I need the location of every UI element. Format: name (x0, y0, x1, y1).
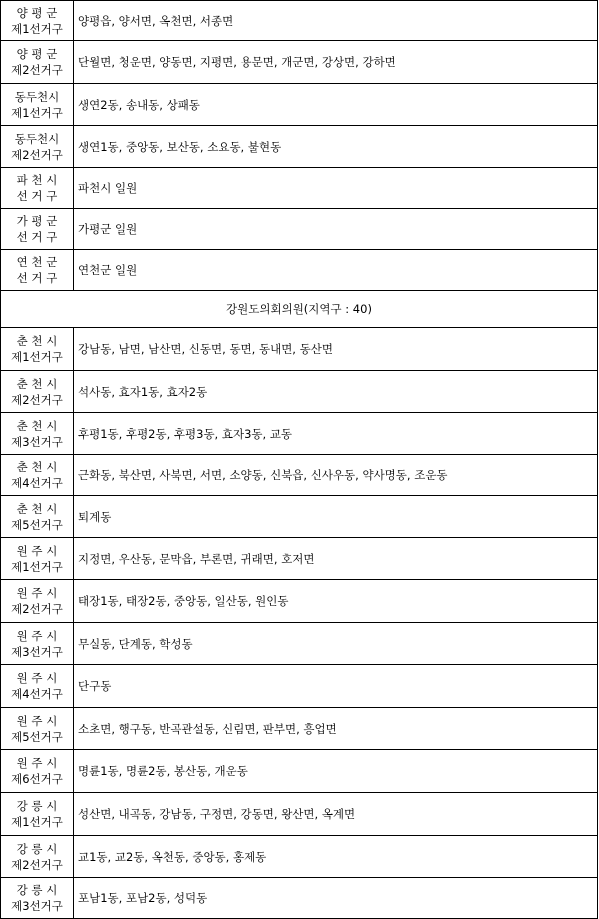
district-areas: 후평1동, 후평2동, 후평3동, 효자3동, 교동 (74, 413, 598, 455)
district-name-line2: 제2선거구 (11, 392, 63, 407)
district-name-cell (1, 750, 74, 793)
table-row (1, 413, 598, 455)
district-areas: 지정면, 우산동, 문막읍, 부론면, 귀래면, 호저면 (74, 538, 598, 580)
district-name-line1: 강 릉 시 (16, 883, 58, 897)
district-areas: 생연2동, 송내동, 상패동 (74, 84, 598, 126)
district-name-line2: 제5선거구 (11, 729, 63, 744)
district-name-line2: 선 거 구 (16, 189, 58, 203)
district-name-cell (1, 209, 74, 250)
district-name-line1: 원 주 시 (16, 756, 58, 770)
district-name-line2: 제5선거구 (11, 517, 63, 532)
district-name-line1: 원 주 시 (16, 671, 58, 685)
district-name-line2: 제3선거구 (11, 434, 63, 449)
district-areas: 소초면, 행구동, 반곡관설동, 신림면, 판부면, 흥업면 (74, 708, 598, 750)
table-row (1, 750, 598, 793)
table-row (1, 580, 598, 623)
table-row (1, 84, 598, 126)
district-areas: 무실동, 단계동, 학성동 (74, 623, 598, 665)
district-name-cell (1, 1, 74, 41)
district-name-line2: 제3선거구 (11, 899, 63, 913)
district-name-cell (1, 580, 74, 623)
district-name-line1: 원 주 시 (16, 628, 58, 643)
district-name-line1: 연 천 군 (16, 255, 58, 269)
district-name-line1: 춘 천 시 (16, 376, 58, 391)
district-name-line2: 제1선거구 (11, 815, 63, 829)
table-row (1, 1, 598, 41)
table-row (1, 168, 598, 209)
table-row (1, 836, 598, 878)
district-areas: 양평읍, 양서면, 옥천면, 서종면 (74, 1, 598, 41)
district-name-line1: 동두천시 (14, 131, 60, 146)
district-name-line2: 제1선거구 (11, 559, 63, 574)
district-areas: 단월면, 청운면, 양동면, 지평면, 용문면, 개군면, 강상면, 강하면 (74, 41, 598, 84)
district-name-line1: 강 릉 시 (16, 799, 58, 813)
district-name-line2: 제1선거구 (11, 105, 63, 120)
table-row (1, 665, 598, 708)
table-row (1, 126, 598, 168)
district-name-line2: 제4선거구 (11, 476, 63, 490)
district-name-cell (1, 538, 74, 580)
district-areas: 석사동, 효자1동, 효자2동 (74, 371, 598, 413)
district-name-line1: 춘 천 시 (16, 460, 58, 474)
district-name-line2: 제2선거구 (11, 602, 63, 616)
district-areas: 퇴계동 (74, 496, 598, 538)
district-name-line1: 가 평 군 (16, 214, 58, 228)
table-row (1, 455, 598, 496)
table-row (1, 708, 598, 750)
district-areas: 연천군 일원 (74, 250, 598, 291)
district-areas: 단구동 (74, 665, 598, 708)
district-name-cell (1, 793, 74, 836)
district-name-line2: 제1선거구 (11, 350, 63, 364)
district-name-cell (1, 250, 74, 291)
district-name-line1: 원 주 시 (16, 586, 58, 600)
district-areas: 생연1동, 중앙동, 보산동, 소요동, 불현동 (74, 126, 598, 168)
district-name-cell (1, 371, 74, 413)
district-name-cell (1, 84, 74, 126)
district-name-cell (1, 836, 74, 878)
district-name-line2: 제2선거구 (11, 857, 63, 872)
district-name-line1: 양 평 군 (16, 47, 58, 61)
district-name-cell (1, 878, 74, 919)
table-row (1, 878, 598, 919)
table-row (1, 496, 598, 538)
district-name-line1: 춘 천 시 (16, 418, 58, 433)
table-row (1, 250, 598, 291)
district-name-cell (1, 665, 74, 708)
district-name-line2: 제2선거구 (11, 63, 63, 77)
district-name-line1: 파 천 시 (16, 173, 58, 187)
district-name-line1: 원 주 시 (16, 713, 58, 728)
district-areas: 태장1동, 태장2동, 중앙동, 일산동, 원인동 (74, 580, 598, 623)
district-name-cell (1, 41, 74, 84)
district-areas: 강남동, 남면, 남산면, 신동면, 동면, 동내면, 동산면 (74, 328, 598, 371)
table-row (1, 623, 598, 665)
district-name-line1: 동두천시 (14, 89, 60, 104)
district-name-line2: 선 거 구 (16, 271, 58, 285)
district-name-cell (1, 328, 74, 371)
district-areas: 성산면, 내곡동, 강남동, 구정면, 강동면, 왕산면, 옥계면 (74, 793, 598, 836)
section-header: 강원도의회의원(지역구 : 40) (1, 291, 598, 328)
district-areas: 포남1동, 포남2동, 성덕동 (74, 878, 598, 919)
district-name-cell (1, 623, 74, 665)
section-header-row (1, 291, 598, 328)
table-row (1, 209, 598, 250)
table-row (1, 793, 598, 836)
district-name-line2: 선 거 구 (16, 230, 58, 244)
table-row (1, 41, 598, 84)
district-areas: 근화동, 북산면, 사북면, 서면, 소양동, 신북읍, 신사우동, 약사명동, 조운동 (74, 455, 598, 496)
table-row (1, 538, 598, 580)
district-name-line1: 춘 천 시 (16, 334, 58, 348)
district-name-line2: 제3선거구 (11, 644, 63, 659)
district-name-cell (1, 708, 74, 750)
district-name-line1: 강 릉 시 (16, 841, 58, 856)
district-name-line1: 양 평 군 (16, 5, 58, 20)
district-name-line2: 제4선거구 (11, 687, 63, 701)
district-name-cell (1, 496, 74, 538)
district-name-line1: 춘 천 시 (16, 501, 58, 516)
district-areas: 가평군 일원 (74, 209, 598, 250)
district-name-line2: 제6선거구 (11, 772, 63, 786)
district-name-cell (1, 126, 74, 168)
district-areas: 명륜1동, 명륜2동, 봉산동, 개운동 (74, 750, 598, 793)
district-name-line2: 제2선거구 (11, 147, 63, 162)
table-row (1, 371, 598, 413)
district-name-cell (1, 168, 74, 209)
district-name-cell (1, 413, 74, 455)
table-row (1, 328, 598, 371)
district-name-line1: 원 주 시 (16, 543, 58, 558)
district-name-line2: 제1선거구 (11, 21, 63, 36)
district-areas: 파천시 일원 (74, 168, 598, 209)
district-areas: 교1동, 교2동, 옥천동, 중앙동, 홍제동 (74, 836, 598, 878)
district-name-cell (1, 455, 74, 496)
